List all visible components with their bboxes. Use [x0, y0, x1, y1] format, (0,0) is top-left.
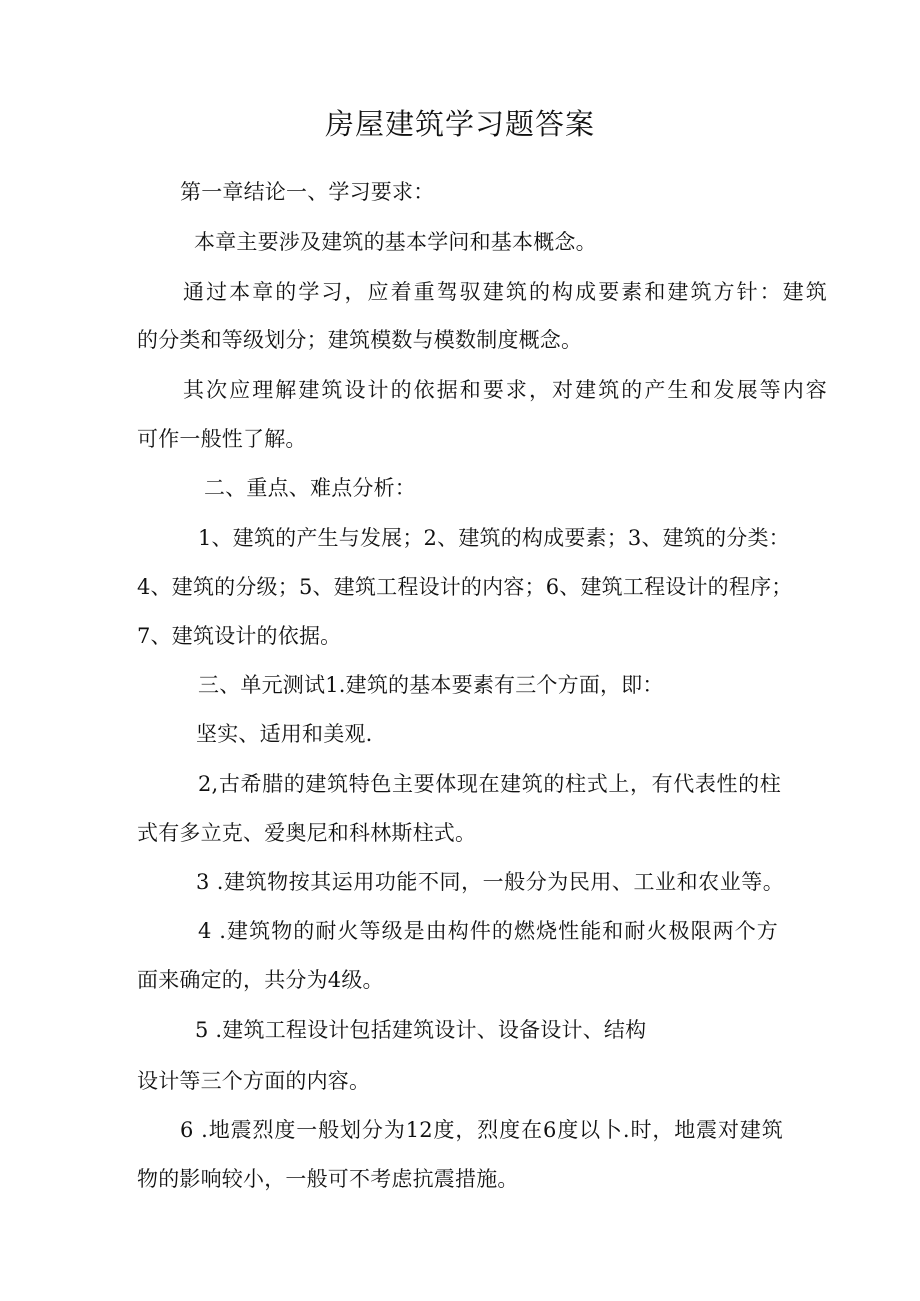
paragraph-line: 2,古希腊的建筑特色主要体现在建筑的柱式上，有代表性的柱	[198, 772, 781, 796]
paragraph-line: 4 .建筑物的耐火等级是由构件的燃烧性能和耐火极限两个方	[198, 919, 778, 943]
document-title: 房屋建筑学习题答案	[324, 107, 595, 141]
paragraph-line: 坚实、适用和美观.	[196, 722, 373, 746]
paragraph-line: 4、建筑的分级；5、建筑工程设计的内容；6、建筑工程设计的程序；	[137, 575, 793, 599]
paragraph-line: 6 .地震烈度一般划分为12度，烈度在6度以卜.时，地震对建筑	[180, 1118, 783, 1142]
paragraph-line: 其次应理解建筑设计的依据和要求，对建筑的产生和发展等内容	[183, 378, 827, 402]
paragraph-line: 设计等三个方面的内容。	[137, 1069, 371, 1093]
section-heading: 三、单元测试1.建筑的基本要素有三个方面，即：	[198, 673, 664, 697]
paragraph-line: 物的影响较小，一般可不考虑抗震措施。	[137, 1167, 519, 1191]
paragraph-line: 面来确定的，共分为4级。	[137, 968, 384, 992]
paragraph-line: 7、建筑设计的依据。	[137, 624, 342, 648]
paragraph-line: 1、建筑的产生与发展；2、建筑的构成要素；3、建筑的分类：	[198, 526, 790, 550]
paragraph-line: 本章主要涉及建筑的基本学问和基本概念。	[194, 230, 597, 254]
paragraph-line: 可作一般性了解。	[137, 427, 307, 451]
paragraph-line: 3 .建筑物按其运用功能不同，一般分为民用、工业和农业等。	[196, 870, 784, 894]
paragraph-line: 式有多立克、爱奥尼和科林斯柱式。	[137, 821, 477, 845]
paragraph-line: 的分类和等级划分；建筑模数与模数制度概念。	[137, 328, 583, 352]
section-heading: 二、重点、难点分析：	[204, 476, 416, 500]
paragraph-line: 通过本章的学习，应着重驾驭建筑的构成要素和建筑方针：建筑	[183, 280, 827, 304]
paragraph-line: 第一章结论一、学习要求：	[180, 180, 435, 204]
paragraph-line: 5 .建筑工程设计包括建筑设计、设备设计、结构	[195, 1018, 647, 1042]
